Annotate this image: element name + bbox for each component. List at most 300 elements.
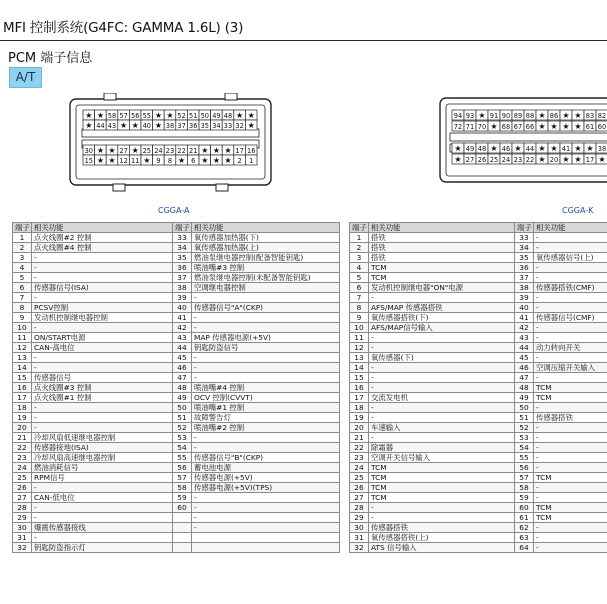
pin-function: TCM [369,473,515,483]
table-row [350,233,607,243]
pin-number: 46 [173,363,192,373]
pin-number: 48 [515,383,534,393]
pin-number: 39 [515,293,534,303]
pin-number: 49 [515,393,534,403]
table-row [13,493,340,503]
pin-function: 车速输入 [369,423,515,433]
pin-label: 48 [477,145,487,153]
pin-function: - [192,523,340,533]
pin-function: - [32,323,173,333]
pin-label: 25 [489,156,499,164]
pin-label: ★ [212,156,220,165]
pin-label: ★ [154,121,162,130]
pin-label: 40 [142,122,151,130]
pin-number [173,543,192,553]
pin-label: ★ [108,156,116,165]
pin-number: 35 [173,253,192,263]
pin-label: ★ [154,111,162,120]
table-row [13,253,340,263]
pin-label: 22 [177,147,186,155]
pin-number: 17 [13,393,32,403]
function-column-header: 相关功能 [369,223,515,233]
connector-a-caption: CGGA-A [158,206,190,215]
pin-label: 50 [200,112,209,120]
pin-label: 17 [235,147,244,155]
pin-function: 搭铁 [369,243,515,253]
pin-function: - [534,273,607,283]
pin-label: 49 [465,145,475,153]
pin-function: - [192,433,340,443]
pin-function: - [534,493,607,503]
pin-column-header: 端子 [350,223,369,233]
pin-function: - [369,363,515,373]
pin-label: 43 [107,122,117,130]
pin-label: 1 [249,157,254,165]
table-row [350,373,607,383]
pin-number: 6 [13,283,32,293]
pin-number: 16 [13,383,32,393]
pin-number: 29 [13,513,32,523]
pin-label: 70 [477,123,487,131]
pin-label: ★ [538,155,546,164]
table-row [350,393,607,403]
pin-function: - [369,343,515,353]
pin-function: 传感器搭铁 [534,413,607,423]
pin-function: - [534,483,607,493]
pin-number: 6 [350,283,369,293]
pin-function: 交流发电机 [369,393,515,403]
table-row [350,383,607,393]
pin-function: - [534,543,607,553]
table-row [350,453,607,463]
table-row [350,293,607,303]
table-row [350,333,607,343]
table-row [13,353,340,363]
pin-number: 39 [173,293,192,303]
table-row [350,363,607,373]
pin-function: - [32,273,173,283]
pin-number: 29 [350,513,369,523]
pin-number: 50 [515,403,534,413]
pin-label: 36 [189,122,198,130]
pin-number: 8 [13,303,32,313]
table-header-row [350,223,607,233]
pin-function: 钥匙防盗指示灯 [32,543,173,553]
pin-label: 52 [177,112,186,120]
pin-label: ★ [247,121,255,130]
pin-number: 15 [13,373,32,383]
pin-function: - [32,353,173,363]
pin-label: ★ [538,144,546,153]
pin-number: 58 [173,483,192,493]
pin-function: 故障警告灯 [192,413,340,423]
pin-label: ★ [166,111,174,120]
pin-label: ★ [201,156,209,165]
pin-function: OCV 控制(CVVT) [192,393,340,403]
table-row [13,283,340,293]
pin-function: 传感器搭铁 [369,523,515,533]
pin-function: TCM [534,393,607,403]
pin-number: 36 [515,263,534,273]
pin-label: ★ [574,111,582,120]
pin-number: 56 [515,463,534,473]
pin-label: ★ [550,144,558,153]
pin-function: - [369,293,515,303]
table-row [350,263,607,273]
pin-function: 燃油消耗信号 [32,463,173,473]
pin-function: AFS/MAP信号输入 [369,323,515,333]
pin-number: 50 [173,403,192,413]
pin-column-header: 端子 [173,223,192,233]
pin-number: 35 [515,253,534,263]
pin-function: - [192,353,340,363]
pin-number: 12 [350,343,369,353]
pin-label: 60 [597,123,607,131]
pin-label: 55 [142,112,151,120]
pin-number: 34 [515,243,534,253]
pin-number: 11 [350,333,369,343]
pin-function: - [534,403,607,413]
pin-number: 51 [515,413,534,423]
pin-number: 3 [13,253,32,263]
pin-function: 发动机控制继电器控制 [32,313,173,323]
pin-label: 83 [585,112,595,120]
table-row [350,513,607,523]
connector-k-caption: CGGA-K [562,206,594,215]
pin-function: 传感器搭铁(CMF) [534,283,607,293]
pin-function: - [369,403,515,413]
pin-number: 18 [350,403,369,413]
pin-number: 45 [173,353,192,363]
pin-number: 59 [515,493,534,503]
title-divider [0,40,607,41]
pin-label: 23 [165,147,175,155]
table-row [350,253,607,263]
table-row [350,503,607,513]
pin-function: RPM信号 [32,473,173,483]
table-row [13,233,340,243]
table-row [350,543,607,553]
connector-k-pin-table [349,222,607,553]
pin-function: - [534,233,607,243]
pin-number: 16 [350,383,369,393]
pin-function: 动力转向开关 [534,343,607,353]
pin-number: 25 [13,473,32,483]
pin-label: 16 [247,147,256,155]
pin-number: 43 [515,333,534,343]
pin-function: - [534,323,607,333]
table-row [350,313,607,323]
pin-number: 27 [350,493,369,503]
pin-function: - [32,263,173,273]
pin-label: 67 [513,123,523,131]
pin-number: 24 [350,463,369,473]
pin-function: 空调继电器控制 [192,283,340,293]
pin-label: ★ [96,111,104,120]
pin-number: 25 [350,473,369,483]
pin-function: - [534,263,607,273]
pin-label: ★ [562,111,570,120]
table-row [350,353,607,363]
pin-label: ★ [178,156,186,165]
pin-function: - [32,413,173,423]
pin-number: 54 [515,443,534,453]
pin-function: 蓄电池电源 [192,463,340,473]
pin-function: - [534,423,607,433]
table-row [13,343,340,353]
pin-label: ★ [562,155,570,164]
pin-number: 13 [13,353,32,363]
table-row [13,373,340,383]
pin-number: 37 [173,273,192,283]
pin-label: 24 [154,147,163,155]
pin-function: 氧传感器搭铁(上) [369,533,515,543]
table-row [13,403,340,413]
pin-number: 5 [13,273,32,283]
pin-label: 8 [167,157,173,165]
pin-number: 46 [515,363,534,373]
pin-function: - [32,293,173,303]
pin-number: 30 [13,523,32,533]
pin-number: 4 [350,263,369,273]
pin-label: ★ [514,144,522,153]
table-row [13,483,340,493]
table-row [13,383,340,393]
pin-number: 19 [13,413,32,423]
pin-function: - [32,403,173,413]
table-row [13,423,340,433]
pin-label: ★ [224,156,232,165]
pin-function: 氧传感器搭铁(下) [369,313,515,323]
pin-number: 28 [350,503,369,513]
pin-label: ★ [550,122,558,131]
pin-function: 点火线圈#2 控制 [32,233,173,243]
table-row [13,543,340,553]
pin-label: ★ [490,144,498,153]
pin-number [173,513,192,523]
pin-number: 63 [515,533,534,543]
pin-number: 20 [13,423,32,433]
pin-number: 64 [515,543,534,553]
pin-function: 传感器信号"A"(CKP) [192,303,340,313]
connector-k-diagram [438,96,607,188]
pin-label: 58 [107,112,117,120]
table-row [13,293,340,303]
pin-function: TCM [369,493,515,503]
pin-function: 氧传感器信号(上) [534,253,607,263]
pin-number: 18 [13,403,32,413]
pin-function: ON/START电源 [32,333,173,343]
pin-label: ★ [574,144,582,153]
pin-label: 34 [212,122,221,130]
pin-function: 燃油泵继电器控制(配备智能钥匙) [192,253,340,263]
pin-function: - [369,413,515,423]
pin-label: ★ [574,155,582,164]
pin-number: 9 [13,313,32,323]
table-row [350,403,607,413]
pin-function: 发动机控制继电器"ON"电源 [369,283,515,293]
pin-number: 33 [515,233,534,243]
pin-function: 除霜器 [369,443,515,453]
pin-number: 32 [13,543,32,553]
pin-label: 33 [223,122,233,130]
pin-label: 24 [501,156,511,164]
table-row [350,283,607,293]
pin-number: 21 [350,433,369,443]
pin-number: 62 [515,523,534,533]
pin-label: 88 [525,112,535,120]
pin-label: 46 [501,145,511,153]
connector-a-diagram [68,93,273,193]
pin-label: 22 [525,156,535,164]
pin-function: - [192,313,340,323]
pin-label: 94 [453,112,463,120]
pin-function: 点火线圈#3 控制 [32,383,173,393]
table-row [350,423,607,433]
pin-function: - [534,463,607,473]
pin-function: - [534,303,607,313]
pin-function: - [192,443,340,453]
pin-function: - [32,423,173,433]
pin-label: 23 [513,156,523,164]
pin-label: 51 [189,112,198,120]
pin-number: 26 [13,483,32,493]
pin-function: 氧传感器加热器(下) [192,233,340,243]
pin-label: 41 [561,145,571,153]
pin-label: ★ [143,156,151,165]
pin-number: 21 [13,433,32,443]
connector-a-pin-table [12,222,340,553]
pin-function: CAN-低电位 [32,493,173,503]
pin-function: - [32,533,173,543]
table-row [13,303,340,313]
pin-function: - [192,493,340,503]
pin-number: 54 [173,443,192,453]
pin-number: 41 [515,313,534,323]
pin-function: - [369,433,515,443]
pin-function: - [192,513,340,523]
pin-function: - [192,503,340,513]
pin-function: - [534,243,607,253]
function-column-header: 相关功能 [32,223,173,233]
pin-function: - [32,483,173,493]
pin-label: 6 [191,157,196,165]
pin-function: - [534,373,607,383]
table-row [350,323,607,333]
pin-label: 20 [549,156,559,164]
table-row [350,473,607,483]
pin-label: ★ [120,121,128,130]
pin-function: TCM [369,263,515,273]
pin-function: 喷油嘴#3 控制 [192,263,340,273]
pin-number: 27 [13,493,32,503]
pin-number: 55 [173,453,192,463]
table-row [350,483,607,493]
table-row [350,433,607,443]
pin-number: 15 [350,373,369,383]
pin-number: 47 [173,373,192,383]
pin-function: TCM [534,503,607,513]
pin-label: ★ [212,146,220,155]
pin-function: PCSV控制 [32,303,173,313]
pin-number: 17 [350,393,369,403]
pin-function: TCM [369,483,515,493]
pin-label: 38 [165,122,175,130]
pin-function [192,533,340,543]
pin-label: 9 [156,157,161,165]
pin-label: ★ [454,155,462,164]
table-row [13,333,340,343]
pin-number: 12 [13,343,32,353]
table-row [13,463,340,473]
pin-number: 9 [350,313,369,323]
pin-column-header: 端子 [13,223,32,233]
pin-label: 12 [119,157,128,165]
pin-column-header: 端子 [515,223,534,233]
pin-label: 86 [549,112,559,120]
pin-number: 51 [173,413,192,423]
pin-label: 11 [131,157,140,165]
pin-function: - [534,533,607,543]
pin-function: AFS/MAP 传感器搭铁 [369,303,515,313]
table-row [13,433,340,443]
pin-function: 传感器电源(+5V) [192,473,340,483]
pin-function: - [32,363,173,373]
pin-function: 钥匙防盗信号 [192,343,340,353]
table-row [350,463,607,473]
pin-label: ★ [574,122,582,131]
pin-number: 47 [515,373,534,383]
pin-label: 35 [200,122,209,130]
pin-label: 66 [525,123,535,131]
table-row [350,523,607,533]
pin-number: 59 [173,493,192,503]
function-column-header: 相关功能 [534,223,607,233]
pin-number: 33 [173,233,192,243]
pin-function: - [534,293,607,303]
pin-number: 52 [515,423,534,433]
pin-function: - [369,383,515,393]
pin-label: 27 [465,156,475,164]
pin-number: 1 [13,233,32,243]
pin-number [173,533,192,543]
pin-number: 36 [173,263,192,273]
pin-label: ★ [131,121,139,130]
pin-function: 传感器接地(ISA) [32,443,173,453]
pin-number: 8 [350,303,369,313]
pin-label: 49 [212,112,221,120]
pin-number: 32 [350,543,369,553]
pin-number: 34 [173,243,192,253]
pin-function: 传感器信号(CMF) [534,313,607,323]
pin-function: - [534,353,607,363]
pin-number: 10 [13,323,32,333]
pin-function: 氧传感器加热器(上) [192,243,340,253]
pin-function: 传感器电源(+5V)(TPS) [192,483,340,493]
pin-number: 38 [173,283,192,293]
pin-number: 14 [13,363,32,373]
pin-label: ★ [538,111,546,120]
pin-number: 31 [350,533,369,543]
pin-label: ★ [598,155,606,164]
pin-function: 点火线圈#4 控制 [32,243,173,253]
pin-label: 21 [189,147,198,155]
pin-label: 44 [525,145,535,153]
pin-function: CAN-高电位 [32,343,173,353]
pin-label: ★ [96,156,104,165]
pin-function: - [32,513,173,523]
pin-label: 71 [465,123,475,131]
